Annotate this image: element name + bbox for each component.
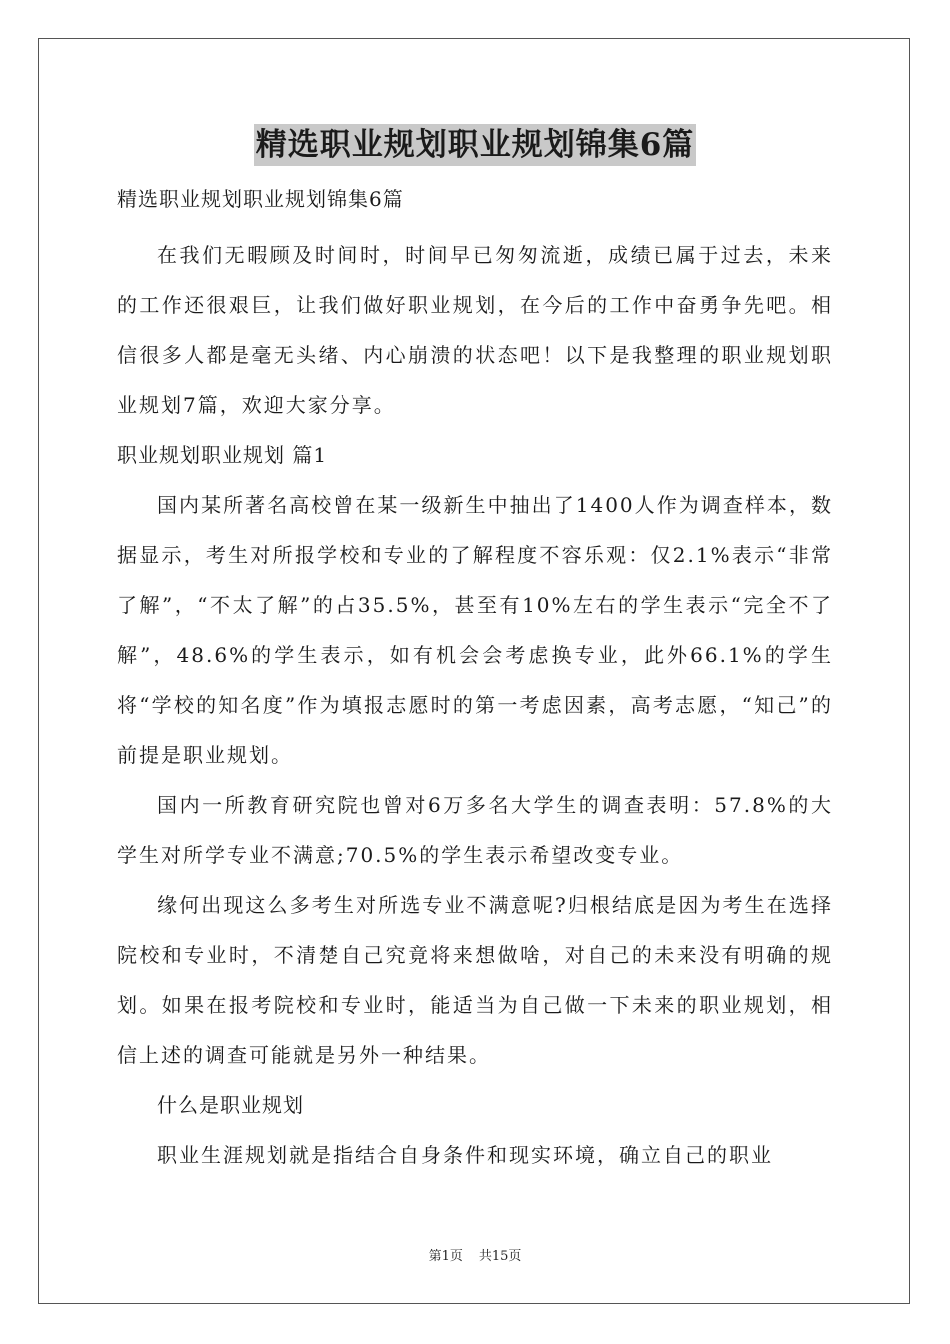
body-paragraph: 国内某所著名高校曾在某一级新生中抽出了1400人作为调查样本，数据显示，考生对所报学校和专业的了解程度不容乐观：仅2.1%表示“非常了解”，“不太了解”的占35.5%，甚至有10%左右的学生表示“完全不了解”，48.6%的学生表示，如有机会会考虑换专业，此外66.1%的学生将“学校的知名度”作为填报志愿时的第一考虑因素，高考志愿，“知己”的前提是职业规划。 (117, 493, 833, 767)
title-container (0, 124, 950, 166)
subheading: 什么是职业规划 (157, 1093, 304, 1117)
intro-paragraph: 在我们无暇顾及时间时，时间早已匆匆流逝，成绩已属于过去，未来的工作还很艰巨，让我们做好职业规划，在今后的工作中奋勇争先吧。相信很多人都是毫无头绪、内心崩溃的状态吧！以下是我整理的职业规划职业规划7篇，欢迎大家分享。 (117, 243, 833, 417)
body-paragraph: 国内一所教育研究院也曾对6万多名大学生的调查表明：57.8%的大学生对所学专业不满意;70.5%的学生表示希望改变专业。 (117, 793, 833, 867)
page-number: 第1页 (428, 1249, 463, 1264)
section-heading: 职业规划职业规划 篇1 (117, 443, 328, 467)
document-subtitle: 精选职业规划职业规划锦集6篇 (117, 187, 404, 211)
page-footer (0, 1248, 950, 1266)
page-total: 共15页 (478, 1249, 522, 1264)
body-paragraph: 缘何出现这么多考生对所选专业不满意呢?归根结底是因为考生在选择院校和专业时，不清楚自己究竟将来想做啥，对自己的未来没有明确的规划。如果在报考院校和专业时，能适当为自己做一下未来的职业规划，相信上述的调查可能就是另外一种结果。 (117, 893, 833, 1067)
document-body (117, 230, 833, 1180)
body-paragraph: 职业生涯规划就是指结合自身条件和现实环境，确立自己的职业 (157, 1143, 773, 1167)
document-title: 精选职业规划职业规划锦集6篇 (254, 124, 697, 166)
